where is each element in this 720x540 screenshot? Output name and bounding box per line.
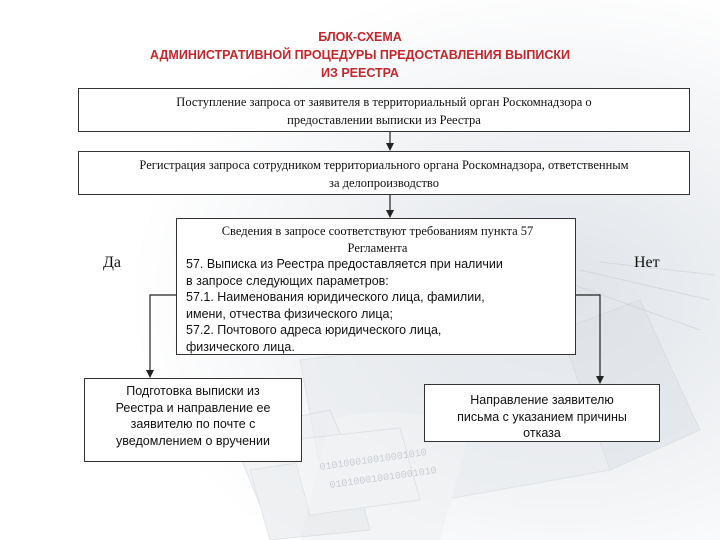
step-prepare-line-4: уведомлением о вручении [116,433,270,448]
decision-question-line-2: Регламента [347,240,408,255]
step-refuse-line-2: письма с указанием причины [457,409,627,424]
step-refuse-line-3: отказа [523,426,561,440]
binary-text-1: 010100010010001010 [319,448,428,474]
decision-text-line-1: 57. Выписка из Реестра предоставляется при наличии [186,257,503,271]
step-receive-request [78,88,690,132]
step-prepare-line-2: Реестра и направление ее [115,400,271,415]
step-prepare-line-3: заявителю по почте с [130,417,256,431]
branch-label-no: Нет [634,254,660,271]
decision-question-line-1: Сведения в запросе соответствуют требованиям пункта 57 [221,224,534,238]
step-receive-line-2: предоставлении выписки из Реестра [287,113,481,127]
decision-requirements-check [176,218,576,355]
title-line-1: БЛОК-СХЕМА [318,30,402,44]
decision-text-line-4: имени, отчества физического лица; [186,306,393,321]
step-register-line-1: Регистрация запроса сотрудником территориального органа Роскомнадзора, ответственным [139,158,629,172]
decision-text-line-2: в запросе следующих параметров: [186,273,389,288]
step-receive-line-1: Поступление запроса от заявителя в территориальный орган Роскомнадзора о [176,95,592,109]
binary-text-2: 010100010010001010 [329,466,438,492]
step-refuse-line-1: Направление заявителю [470,393,614,407]
step-prepare-extract [84,378,302,462]
step-send-refusal [424,384,660,442]
step-register-request [78,151,690,195]
branch-label-yes: Да [103,254,122,271]
arrow-no-to-refuse [576,295,600,383]
decision-text-line-5: 57.2. Почтового адреса юридического лица, [186,323,442,337]
title-line-3: ИЗ РЕЕСТРА [321,66,399,80]
title-line-2: АДМИНИСТРАТИВНОЙ ПРОЦЕДУРЫ ПРЕДОСТАВЛЕНИЯ ВЫПИСКИ [150,48,570,62]
step-prepare-line-1: Подготовка выписки из [126,384,260,398]
decision-text-line-3: 57.1. Наименования юридического лица, фамилии, [186,290,485,304]
decision-text-line-6: физического лица. [186,339,295,354]
step-register-line-2: за делопроизводство [329,176,439,190]
